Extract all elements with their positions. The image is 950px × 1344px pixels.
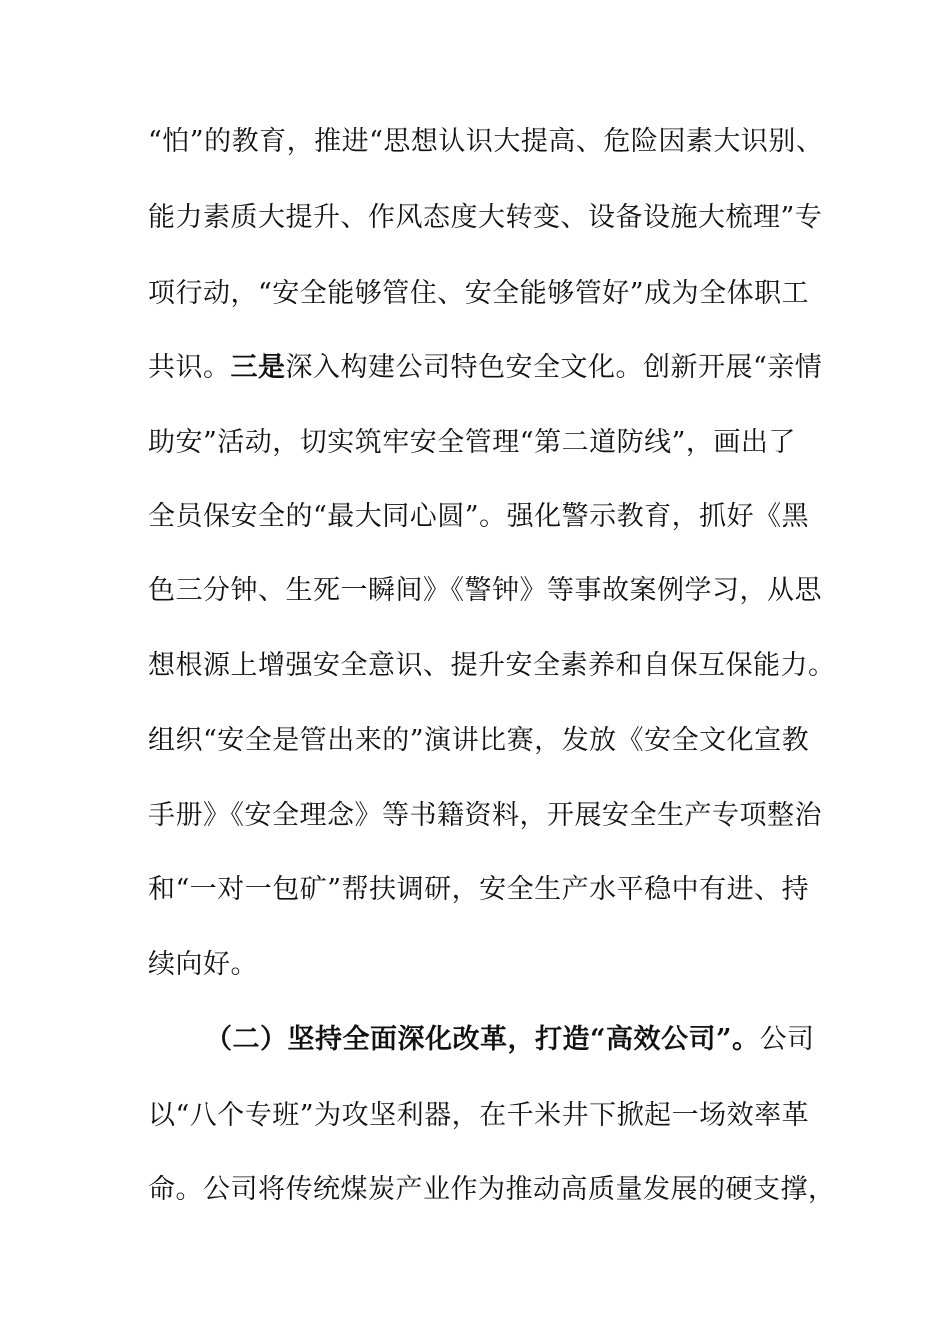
line-rest: 公司 [759, 1024, 815, 1055]
paragraph-line: 全员保安全的“最大同心圆”。强化警示教育，抓好《黑 [148, 501, 810, 532]
paragraph-line: 助安”活动，切实筑牢安全管理“第二道防线”，画出了 [148, 427, 796, 458]
paragraph-line: 以“八个专班”为攻坚利器，在千米井下掀起一场效率革 [148, 1100, 810, 1131]
paragraph-line: 项行动，“安全能够管住、安全能够管好”成为全体职工 [148, 278, 810, 309]
emphasis-san-shi: 三是 [230, 352, 286, 383]
paragraph-line [148, 348, 823, 388]
line-rest: 深入构建公司特色安全文化。创新开展“亲情 [285, 352, 823, 383]
paragraph-line: 手册》《安全理念》等书籍资料，开展安全生产专项整治 [148, 800, 822, 831]
paragraph-line: “怕”的教育，推进“思想认识大提高、危险因素大识别、 [148, 126, 824, 157]
paragraph-line: 能力素质大提升、作风态度大转变、设备设施大梳理”专 [148, 202, 823, 233]
paragraph-line: 色三分钟、生死一瞬间》《警钟》等事故案例学习，从思 [148, 575, 822, 606]
section-heading-line [205, 1020, 855, 1060]
line-prefix: 共识。 [148, 352, 231, 383]
paragraph-line: 命。公司将传统煤炭产业作为推动高质量发展的硬支撑， [148, 1174, 836, 1205]
paragraph-line: 组织“安全是管出来的”演讲比赛，发放《安全文化宣教 [148, 725, 810, 756]
paragraph-line: 和“一对一包矿”帮扶调研，安全生产水平稳中有进、持 [148, 874, 810, 905]
section-heading: （二）坚持全面深化改革，打造“高效公司”。 [205, 1024, 760, 1055]
paragraph-line: 续向好。 [148, 949, 258, 980]
paragraph-line: 想根源上增强安全意识、提升安全素养和自保互保能力。 [148, 650, 836, 681]
